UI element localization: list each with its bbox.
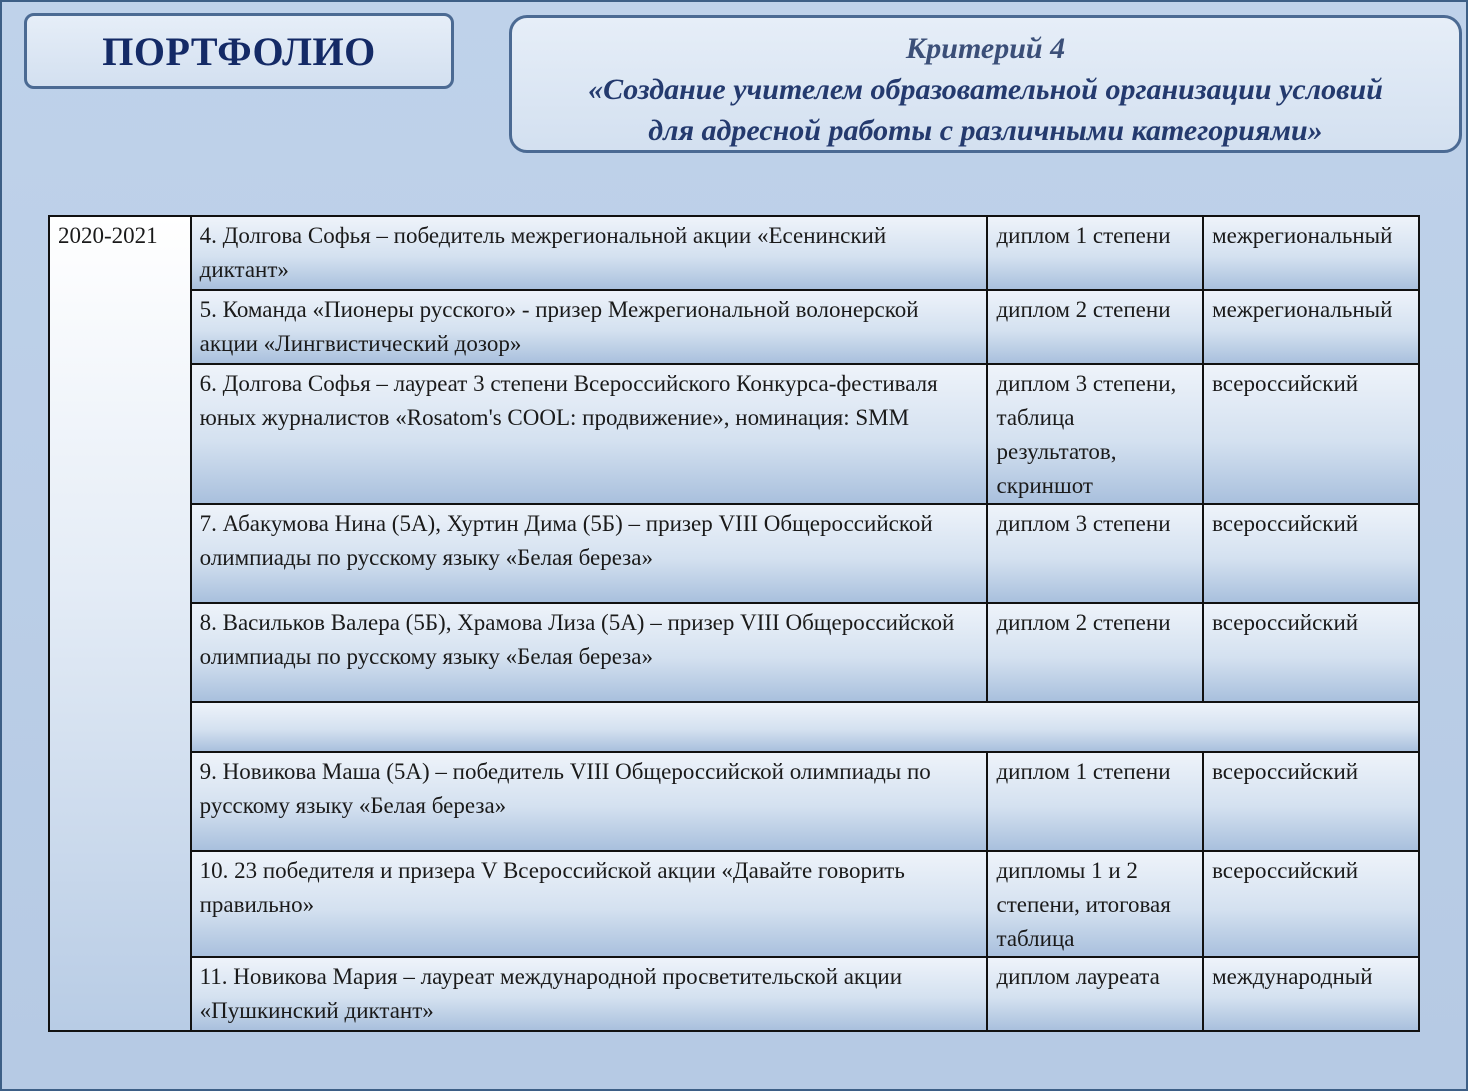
- table-row: [49, 851, 1419, 957]
- year-cell: 2020-2021: [49, 216, 191, 1031]
- row-description: 7. Абакумова Нина (5А), Хуртин Дима (5Б) – призер VIII Общероссийской олимпиады по русскому языку «Белая береза»: [191, 504, 988, 603]
- row-description: 10. 23 победителя и призера V Всероссийской акции «Давайте говорить правильно»: [191, 851, 988, 957]
- row-level: всероссийский: [1203, 504, 1419, 603]
- row-level: всероссийский: [1203, 364, 1419, 504]
- row-description: 8. Васильков Валера (5Б), Храмова Лиза (5А) – призер VIII Общероссийской олимпиады по русскому языку «Белая береза»: [191, 603, 988, 702]
- row-document: диплом лауреата: [987, 957, 1203, 1031]
- table-row: [49, 290, 1419, 364]
- row-level: межрегиональный: [1203, 290, 1419, 364]
- row-document: диплом 2 степени: [987, 290, 1203, 364]
- table-row: [49, 216, 1419, 290]
- row-document: диплом 3 степени, таблица результатов, скриншот: [987, 364, 1203, 504]
- row-description: 4. Долгова Софья – победитель межрегиональной акции «Есенинский диктант»: [191, 216, 988, 290]
- row-level: всероссийский: [1203, 851, 1419, 957]
- row-document: диплом 2 степени: [987, 603, 1203, 702]
- table-row: [49, 603, 1419, 702]
- row-description: 5. Команда «Пионеры русского» - призер Межрегиональной волонерской акции «Лингвистический дозор»: [191, 290, 988, 364]
- row-level: международный: [1203, 957, 1419, 1031]
- row-description: 6. Долгова Софья – лауреат 3 степени Всероссийского Конкурса-фестиваля юных журналистов «Rosatom's COOL: продвижение», номинация: SMM: [191, 364, 988, 504]
- table-row: [49, 957, 1419, 1031]
- row-description: 9. Новикова Маша (5А) – победитель VIII Общероссийской олимпиады по русскому языку «Белая береза»: [191, 752, 988, 851]
- row-document: диплом 1 степени: [987, 752, 1203, 851]
- table-row-empty: [49, 702, 1419, 752]
- row-document: диплом 3 степени: [987, 504, 1203, 603]
- row-level: межрегиональный: [1203, 216, 1419, 290]
- portfolio-title: ПОРТФОЛИО: [102, 28, 376, 74]
- row-level: всероссийский: [1203, 752, 1419, 851]
- row-level: всероссийский: [1203, 603, 1419, 702]
- criterion-box: [509, 15, 1462, 153]
- row-document: дипломы 1 и 2 степени, итоговая таблица: [987, 851, 1203, 957]
- table-row: [49, 752, 1419, 851]
- row-description: 11. Новикова Мария – лауреат международной просветительской акции «Пушкинский диктант»: [191, 957, 988, 1031]
- achievements-table: [48, 215, 1420, 1032]
- criterion-text-line1: «Создание учителем образовательной организации условий: [588, 73, 1383, 106]
- row-document: диплом 1 степени: [987, 216, 1203, 290]
- criterion-text-line2: для адресной работы с различными категориями»: [648, 114, 1323, 147]
- portfolio-title-box: [24, 13, 454, 89]
- table-row: [49, 504, 1419, 603]
- table-row: [49, 364, 1419, 504]
- criterion-number: Критерий 4: [905, 32, 1066, 65]
- empty-row-cell: [191, 702, 1419, 752]
